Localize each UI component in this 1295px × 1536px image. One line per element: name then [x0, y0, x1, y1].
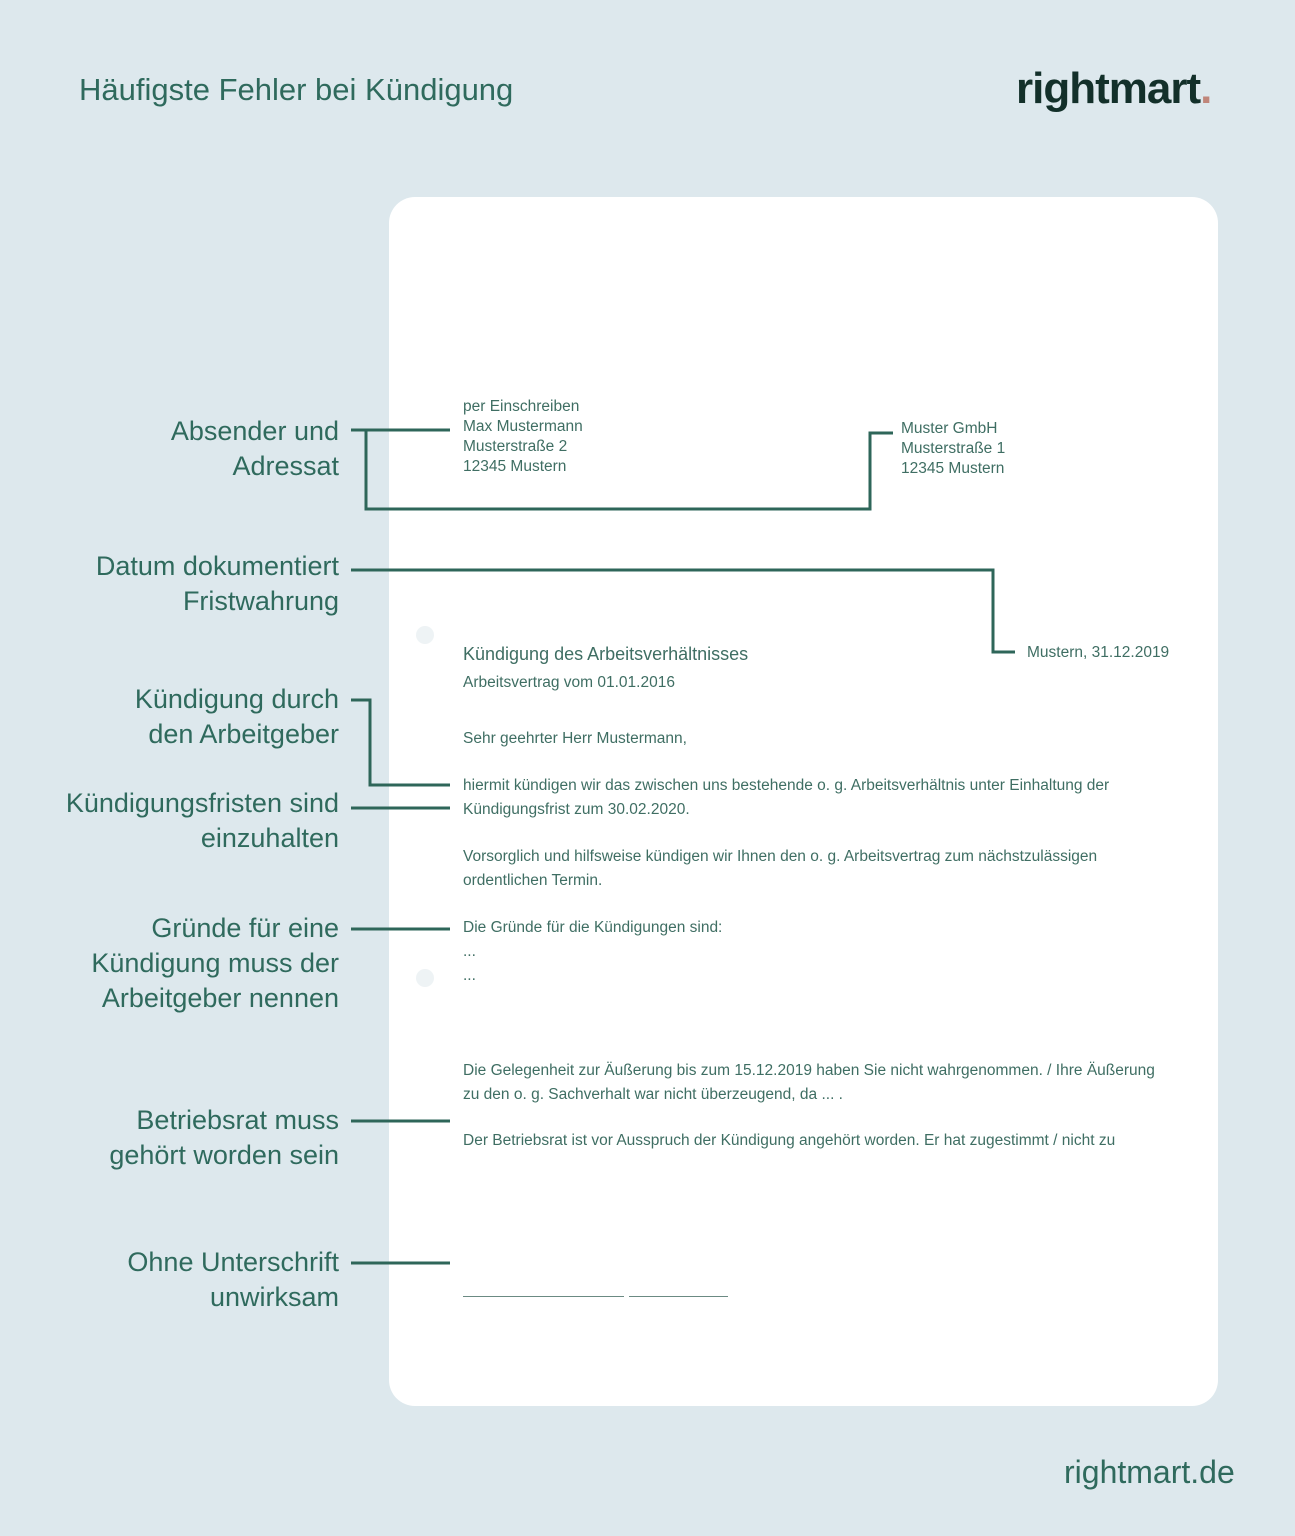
signature-date-line	[629, 1296, 728, 1297]
signature-line	[463, 1296, 624, 1297]
connector-termination	[351, 700, 450, 785]
contract-reference: Arbeitsvertrag vom 01.01.2016	[463, 674, 675, 691]
label-sender-recipient: Absender und Adressat	[170, 416, 339, 481]
label-date: Datum dokumentiert Fristwahrung	[95, 551, 339, 616]
reasons-intro: Die Gründe für die Kündigungen sind:	[463, 919, 723, 936]
label-termination-by-employer: Kündigung durch den Arbeitgeber	[134, 684, 339, 749]
connector-date	[351, 570, 1015, 652]
precautionary-paragraph: Vorsorglich und hilfsweise kündigen wir Ihnen den o. g. Arbeitsvertrag zum nächstzulässigen ordentlichen Termin.	[463, 848, 1098, 889]
reason-placeholder: ...	[463, 967, 476, 984]
label-signature: Ohne Unterschrift unwirksam	[127, 1247, 339, 1312]
label-works-council: Betriebsrat muss gehört worden sein	[109, 1105, 339, 1170]
letter-subject: Kündigung des Arbeitsverhältnisses	[463, 644, 749, 664]
logo-dot: .	[1200, 64, 1212, 113]
works-council-paragraph: Der Betriebsrat ist vor Ausspruch der Kündigung angehört worden. Er hat zugestimmt / nicht zu	[463, 1132, 1116, 1149]
connector-sender-recipient	[351, 430, 893, 509]
reason-placeholder: ...	[463, 943, 476, 960]
sender-block: per Einschreiben Max Mustermann Musterstraße 2 12345 Mustern	[463, 398, 583, 475]
statement-paragraph: Die Gelegenheit zur Äußerung bis zum 15.12.2019 haben Sie nicht wahrgenommen. / Ihre Äußerung zu den o. g. Sachverhalt war nicht überzeugend, da ... .	[463, 1062, 1155, 1103]
label-notice-periods: Kündigungsfristen sind einzuhalten	[65, 788, 339, 853]
salutation: Sehr geehrter Herr Mustermann,	[463, 730, 687, 747]
logo-text: rightmart	[1016, 64, 1201, 113]
letter-date: Mustern, 31.12.2019	[1027, 644, 1170, 661]
footer-url: rightmart.de	[1064, 1454, 1235, 1490]
recipient-block: Muster GmbH Musterstraße 1 12345 Mustern	[901, 420, 1006, 477]
label-reasons: Gründe für eine Kündigung muss der Arbeitgeber nennen	[91, 913, 339, 1013]
termination-paragraph: hiermit kündigen wir das zwischen uns bestehende o. g. Arbeitsverhältnis unter Einhaltung der Kündigungsfrist zum 30.02.2020.	[463, 777, 1110, 818]
page-title: Häufigste Fehler bei Kündigung	[79, 72, 514, 107]
